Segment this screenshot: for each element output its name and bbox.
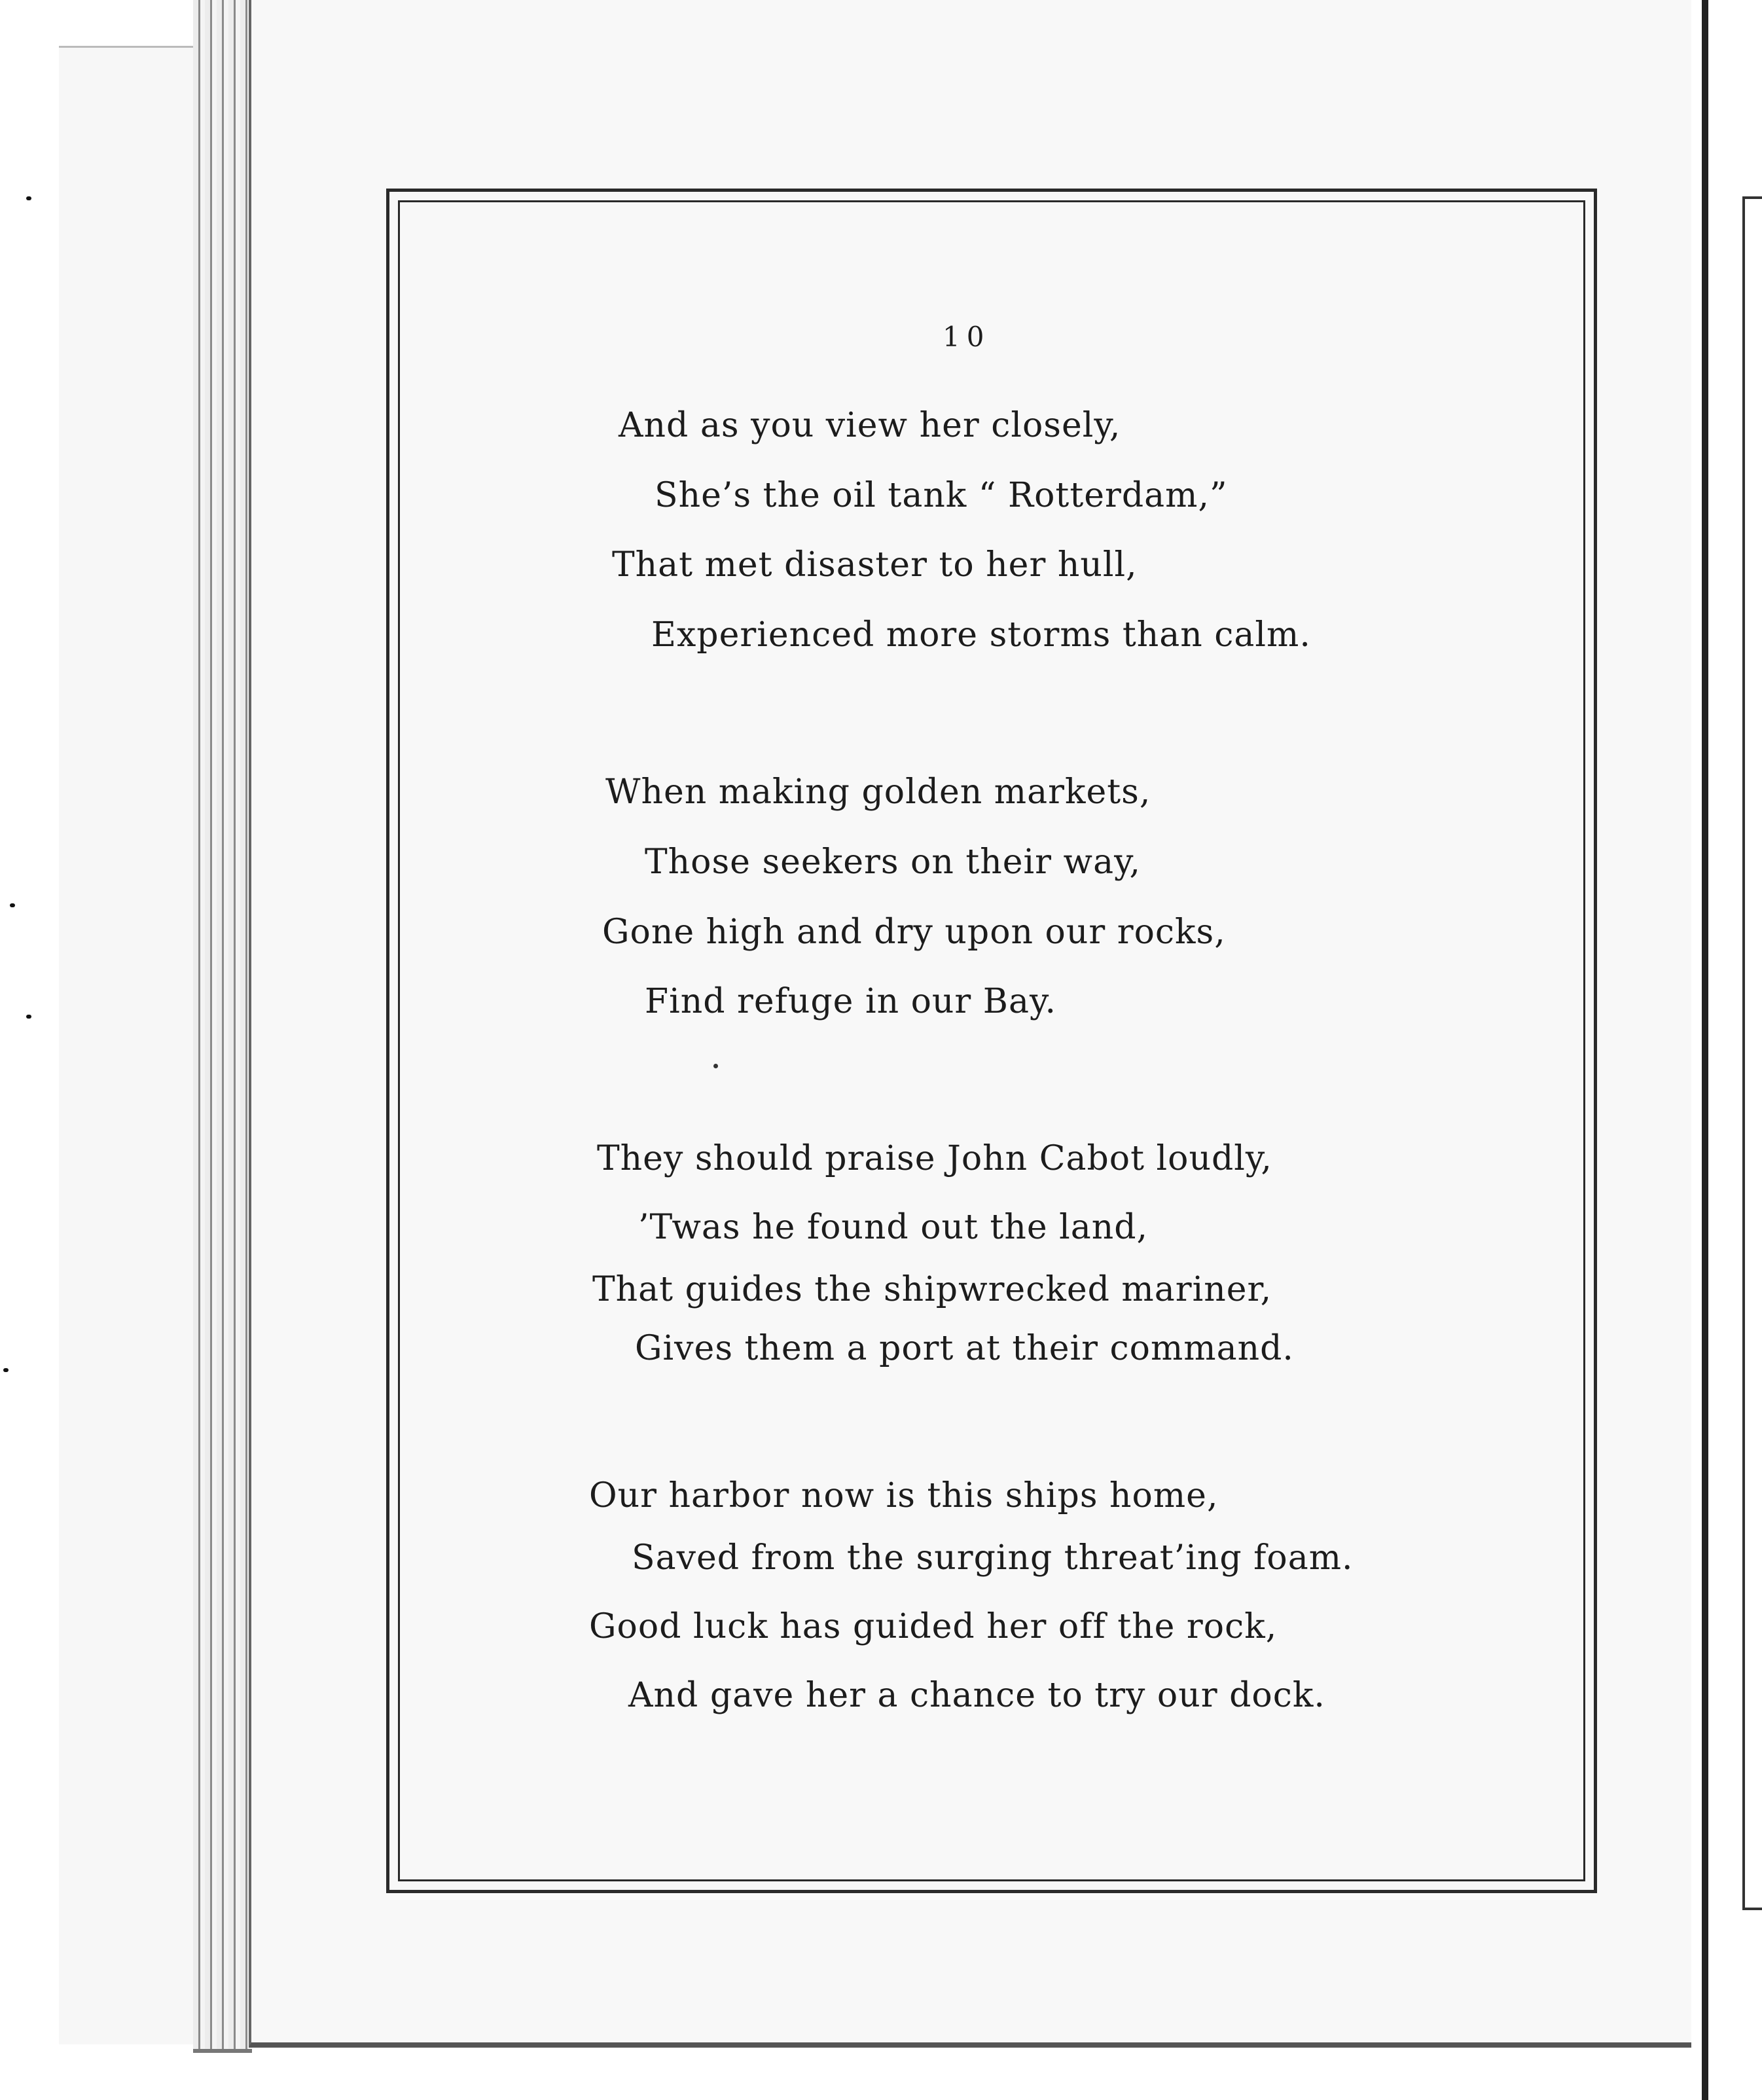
poem-line: When making golden markets, bbox=[605, 772, 1151, 812]
poem-line: That guides the shipwrecked mariner, bbox=[592, 1270, 1272, 1309]
poem-line: Find refuge in our Bay. bbox=[645, 982, 1057, 1021]
poem-line: Gone high and dry upon our rocks, bbox=[602, 913, 1226, 952]
page-edge-stack bbox=[193, 0, 252, 2053]
poem-line: That met disaster to her hull, bbox=[612, 545, 1138, 585]
poem-line: They should praise John Cabot loudly, bbox=[597, 1139, 1272, 1178]
poem-line: She’s the oil tank “ Rotterdam,” bbox=[655, 476, 1228, 515]
poem-line: Good luck has guided her off the rock, bbox=[589, 1607, 1278, 1646]
scan-speck bbox=[3, 1368, 9, 1372]
facing-page-edge bbox=[1702, 0, 1762, 2100]
page-number: 10 bbox=[943, 321, 991, 353]
scan-left-margin bbox=[0, 0, 59, 2100]
poem-line: Those seekers on their way, bbox=[645, 842, 1142, 882]
scan-speck bbox=[10, 903, 15, 907]
poem-line: And gave her a chance to try our dock. bbox=[628, 1676, 1325, 1715]
poem-line: And as you view her closely, bbox=[619, 406, 1121, 445]
scan-speck bbox=[26, 196, 31, 200]
poem-line: Our harbor now is this ships home, bbox=[589, 1476, 1219, 1515]
poem-line: Experienced more storms than calm. bbox=[651, 615, 1311, 655]
stray-mark bbox=[713, 1064, 718, 1068]
poem-line: Gives them a port at their command. bbox=[635, 1329, 1294, 1368]
facing-page-frame bbox=[1742, 196, 1762, 1910]
scan-speck bbox=[26, 1015, 31, 1019]
poem-line: ’Twas he found out the land, bbox=[638, 1208, 1149, 1247]
poem-line: Saved from the surging threat’ing foam. bbox=[632, 1538, 1354, 1578]
